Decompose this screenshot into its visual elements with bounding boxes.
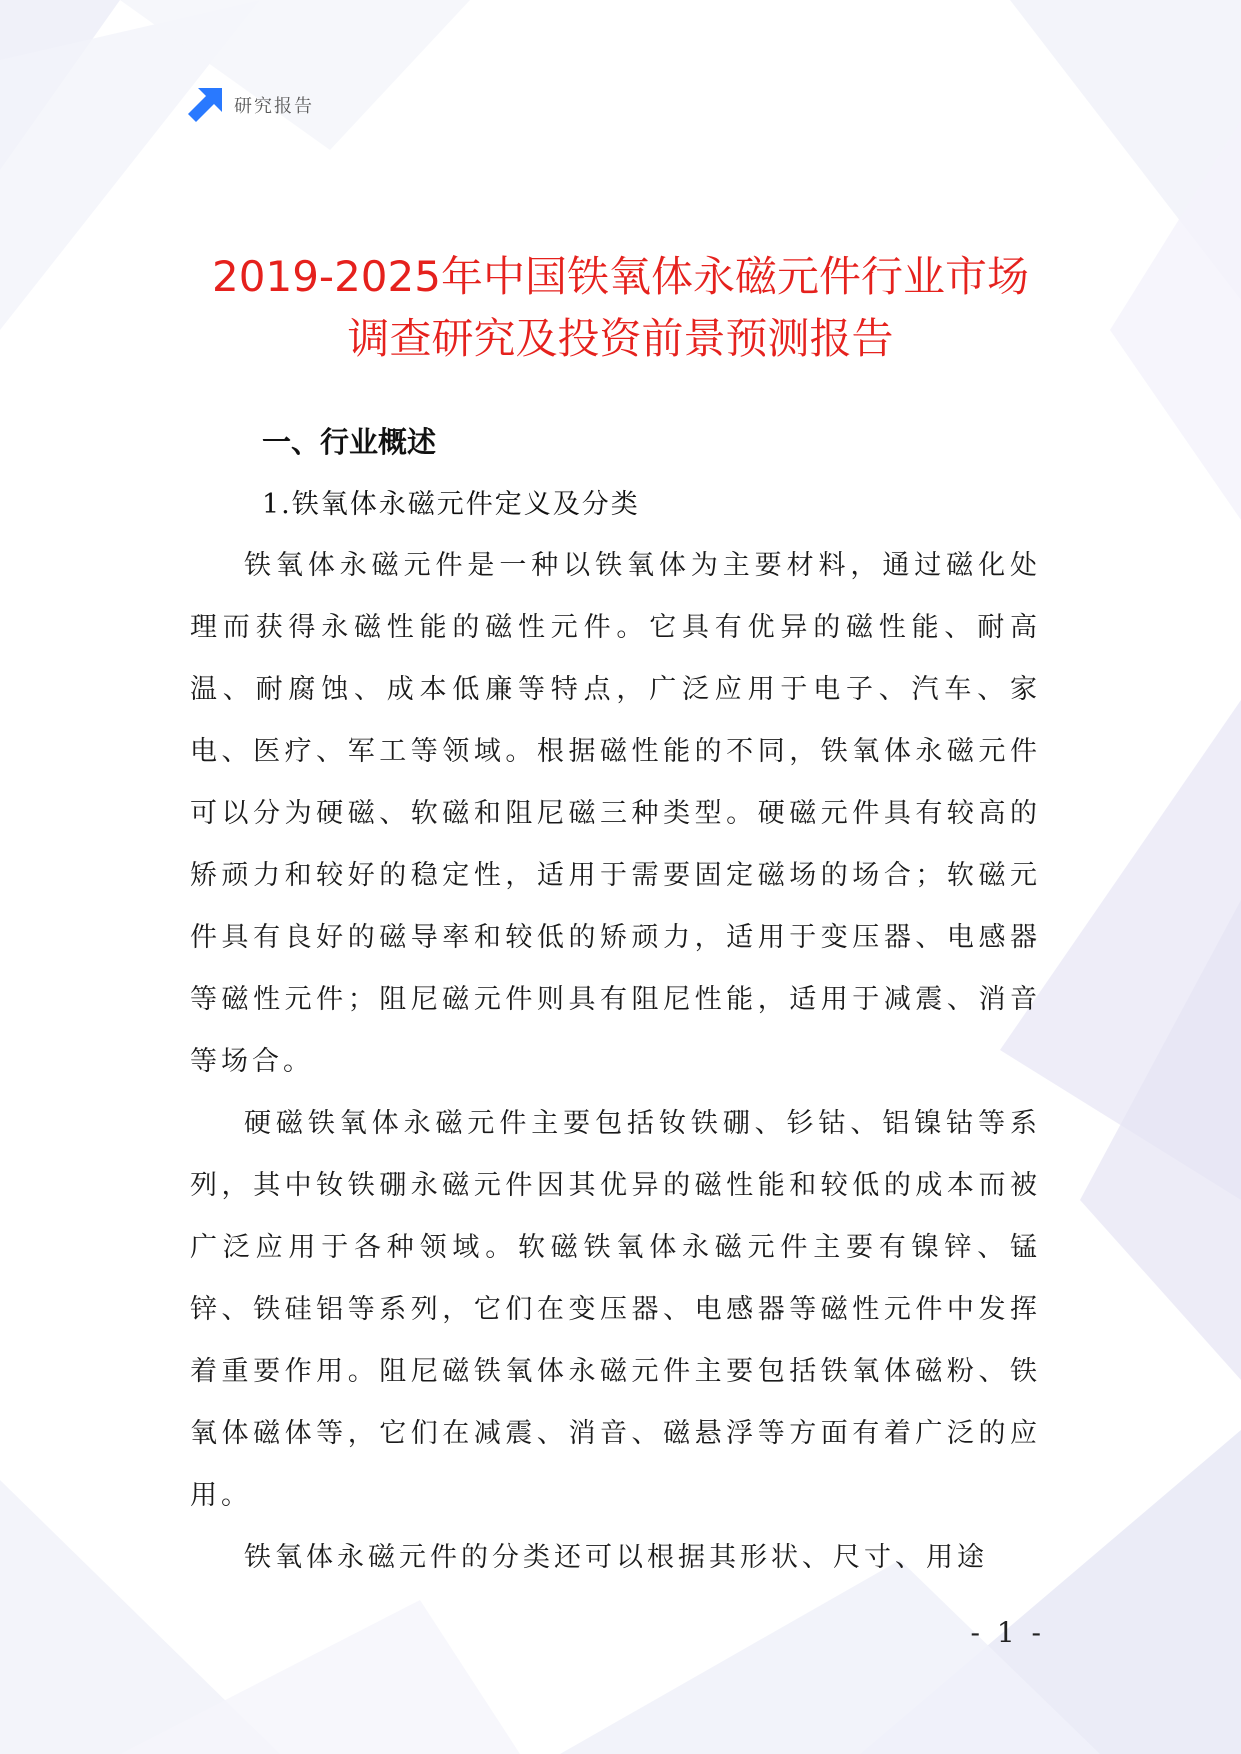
paragraph-definition: 铁氧体永磁元件是一种以铁氧体为主要材料，通过磁化处理而获得永磁性能的磁性元件。它具有优异的磁性能、耐高温、耐腐蚀、成本低廉等特点，广泛应用于电子、汽车、家电、医疗、军工等领域。根据磁性能的不同，铁氧体永磁元件可以分为硬磁、软磁和阻尼磁三种类型。硬磁元件具有较高的矫顽力和较好的稳定性，适用于需要固定磁场的场合；软磁元件具有良好的磁导率和较低的矫顽力，适用于变压器、电感器等磁性元件；阻尼磁元件则具有阻尼性能，适用于减震、消音等场合。 [190, 550, 1041, 1077]
paragraph-hard-magnetic: 硬磁铁氧体永磁元件主要包括钕铁硼、钐钴、铝镍钴等系列，其中钕铁硼永磁元件因其优异的磁性能和较低的成本而被广泛应用于各种领域。软磁铁氧体永磁元件主要有镍锌、锰锌、铁硅铝等系列，它们在变压器、电感器等磁性元件中发挥着重要作用。阻尼磁铁氧体永磁元件主要包括铁氧体磁粉、铁氧体磁体等，它们在减震、消音、磁悬浮等方面有着广泛的应用。 [190, 1108, 1041, 1511]
paragraph-classification: 铁氧体永磁元件的分类还可以根据其形状、尺寸、用途 [244, 1542, 988, 1573]
report-title-line-2: 调查研究及投资前景预测报告 [347, 314, 894, 364]
section-heading: 一、行业概述 [262, 425, 437, 459]
report-title-line-1: 2019-2025年中国铁氧体永磁元件行业市场 [212, 252, 1029, 302]
report-title [150, 246, 1091, 370]
page-number: - 1 - [970, 1616, 1045, 1649]
blue-arrow-logo-icon [188, 88, 222, 122]
body-text [190, 535, 1041, 1589]
subsection-heading: 1.铁氧体永磁元件定义及分类 [262, 489, 640, 520]
report-header [188, 88, 314, 122]
header-label: 研究报告 [234, 96, 314, 117]
